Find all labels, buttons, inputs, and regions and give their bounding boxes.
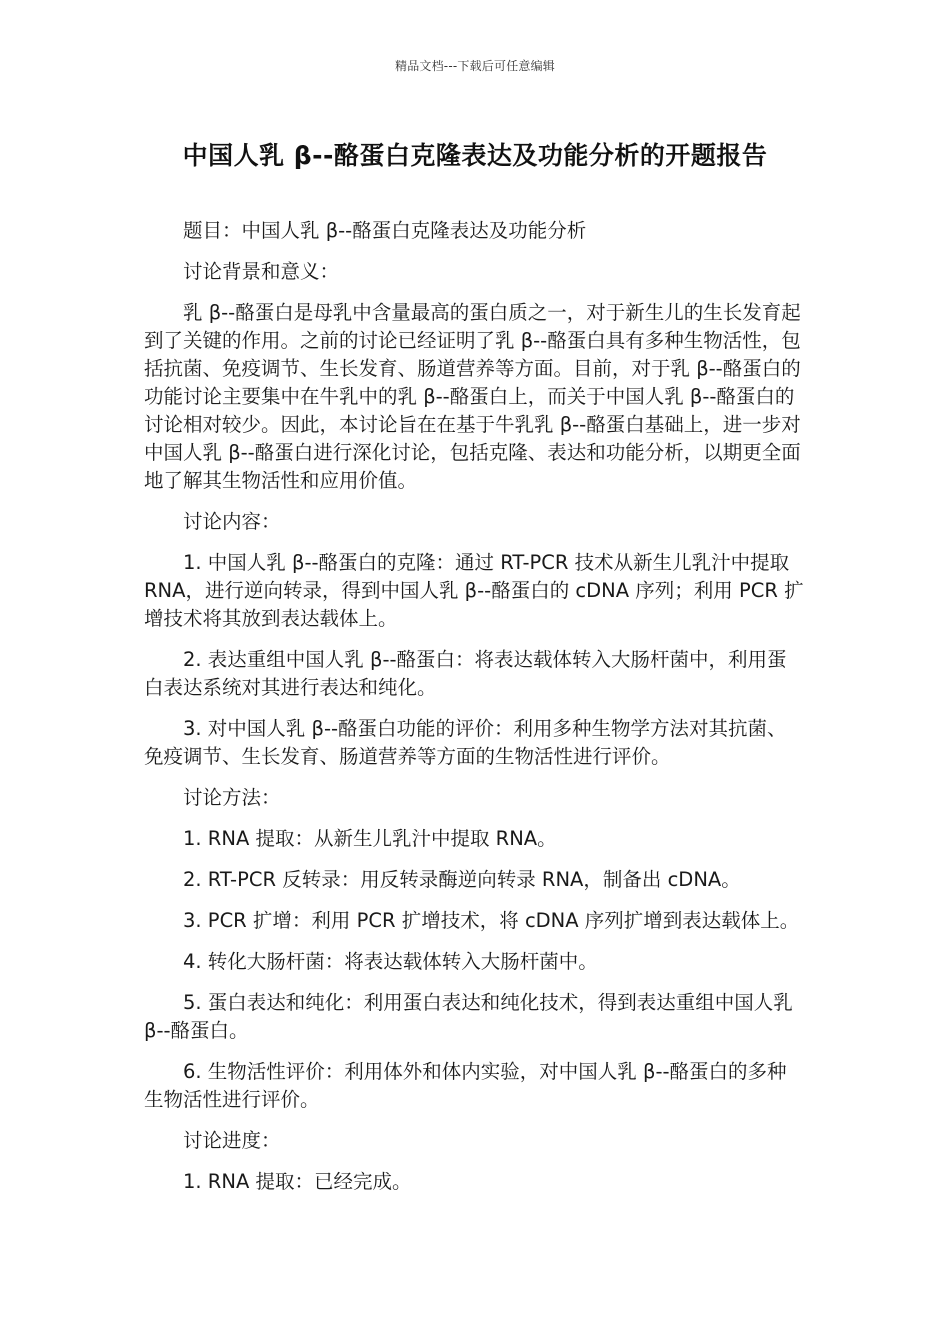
topic-line: 题目：中国人乳 β--酪蛋白克隆表达及功能分析 [183, 219, 587, 242]
progress-item-1: 1. RNA 提取：已经完成。 [183, 1170, 412, 1193]
method-item-2: 2. RT-PCR 反转录：用反转录酶逆向转录 RNA，制备出 cDNA。 [183, 868, 741, 891]
method-item-3: 3. PCR 扩增：利用 PCR 扩增技术，将 cDNA 序列扩增到表达载体上。 [183, 909, 800, 932]
method-item-1: 1. RNA 提取：从新生儿乳汁中提取 RNA。 [183, 827, 557, 850]
document-body [144, 217, 804, 1209]
content-item-2: 2. 表达重组中国人乳 β--酪蛋白：将表达载体转入大肠杆菌中，利用蛋白表达系统对其进行表达和纯化。 [144, 648, 787, 699]
method-item-6: 6. 生物活性评价：利用体外和体内实验，对中国人乳 β--酪蛋白的多种生物活性进行评价。 [144, 1060, 787, 1111]
method-item-5: 5. 蛋白表达和纯化：利用蛋白表达和纯化技术，得到表达重组中国人乳 β--酪蛋白。 [144, 991, 793, 1042]
section-heading-content: 讨论内容： [183, 510, 281, 533]
content-item-1: 1. 中国人乳 β--酪蛋白的克隆：通过 RT-PCR 技术从新生儿乳汁中提取 RNA，进行逆向转录，得到中国人乳 β--酪蛋白的 cDNA 序列；利用 PCR 扩增技术将其放到表达载体上。 [144, 551, 804, 630]
header-note: 精品文档---下载后可任意编辑 [395, 59, 555, 73]
document-title: 中国人乳 β--酪蛋白克隆表达及功能分析的开题报告 [182, 141, 768, 170]
background-paragraph: 乳 β--酪蛋白是母乳中含量最高的蛋白质之一，对于新生儿的生长发育起到了关键的作用。之前的讨论已经证明了乳 β--酪蛋白具有多种生物活性，包括抗菌、免疫调节、生长发育、肠道营养等方面。目前，对于乳 β--酪蛋白的功能讨论主要集中在牛乳中的乳 β--酪蛋白上，而关于中国人乳 β--酪蛋白的讨论相对较少。因此，本讨论旨在在基于牛乳乳 β--酪蛋白基础上，进一步对中国人乳 β--酪蛋白进行深化讨论，包括克隆、表达和功能分析，以期更全面地了解其生物活性和应用价值。 [144, 301, 801, 492]
section-heading-methods: 讨论方法： [183, 786, 281, 809]
section-heading-progress: 讨论进度： [183, 1129, 281, 1152]
method-item-4: 4. 转化大肠杆菌：将表达载体转入大肠杆菌中。 [183, 950, 598, 973]
content-item-3: 3. 对中国人乳 β--酪蛋白功能的评价：利用多种生物学方法对其抗菌、免疫调节、生长发育、肠道营养等方面的生物活性进行评价。 [144, 717, 787, 768]
section-heading-background: 讨论背景和意义： [183, 260, 340, 283]
